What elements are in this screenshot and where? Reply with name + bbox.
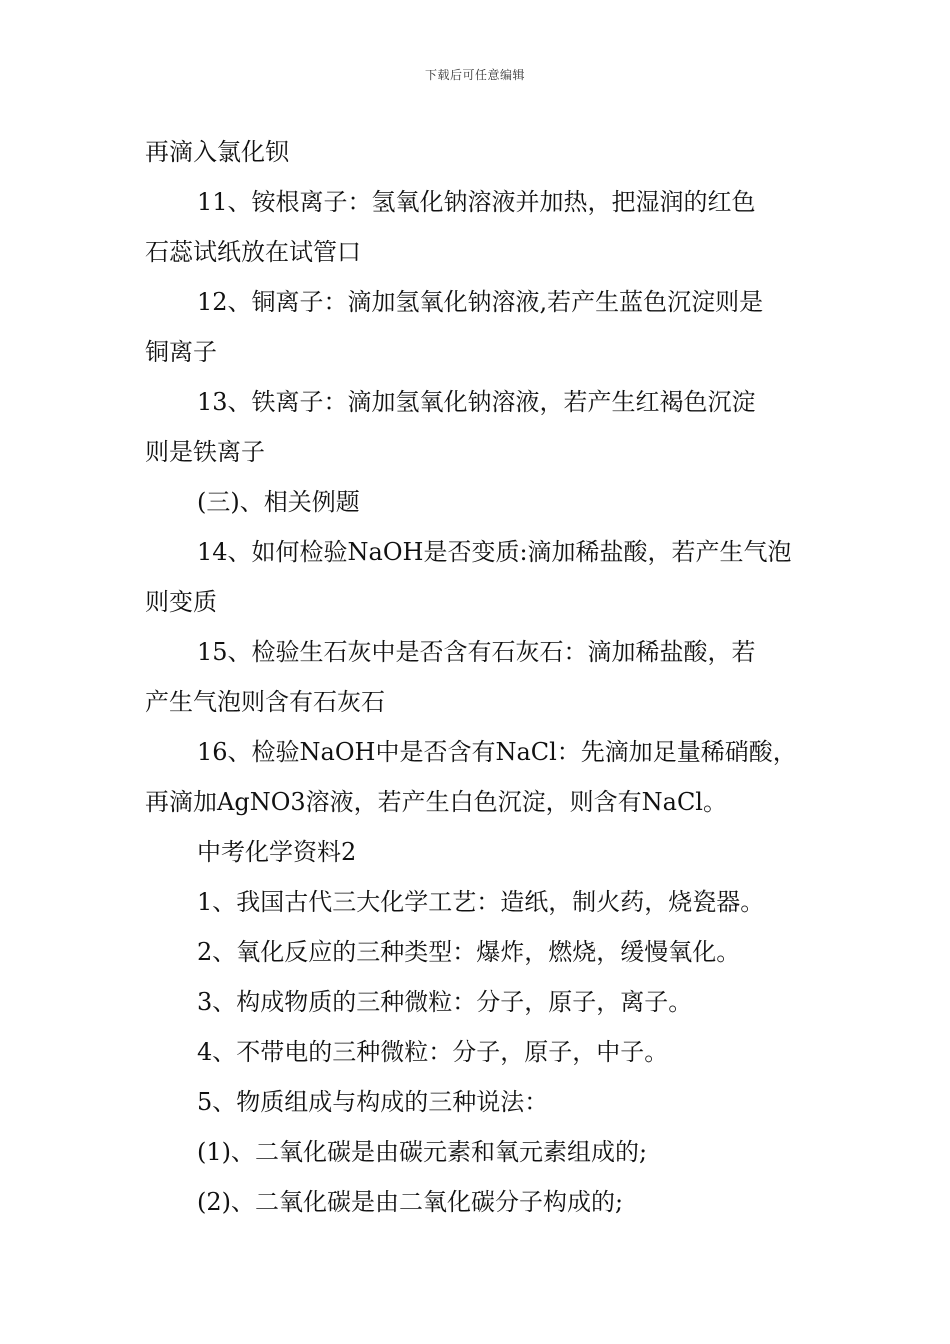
text-line: 则是铁离子 [145,438,265,466]
text-line: 3、构成物质的三种微粒：分子，原子，离子。 [197,988,693,1016]
text-line: (三)、相关例题 [197,488,360,516]
text-line: 11、铵根离子：氢氧化钠溶液并加热，把湿润的红色 [197,188,756,216]
text-line: 石蕊试纸放在试管口 [145,238,361,266]
text-line: 产生气泡则含有石灰石 [145,688,385,716]
text-line: (2)、二氧化碳是由二氧化碳分子构成的; [197,1188,624,1216]
text-line: (1)、二氧化碳是由碳元素和氧元素组成的; [197,1138,648,1166]
text-line: 15、检验生石灰中是否含有石灰石：滴加稀盐酸，若 [197,638,756,666]
text-line: 4、不带电的三种微粒：分子，原子，中子。 [197,1038,669,1066]
text-line: 则变质 [145,588,217,616]
text-line: 16、检验NaOH中是否含有NaCl：先滴加足量稀硝酸， [197,738,797,766]
text-line: 铜离子 [145,338,217,366]
text-line: 13、铁离子：滴加氢氧化钠溶液，若产生红褐色沉淀 [197,388,756,416]
text-line: 1、我国古代三大化学工艺：造纸，制火药，烧瓷器。 [197,888,765,916]
text-line: 5、物质组成与构成的三种说法： [197,1088,549,1116]
text-line: 中考化学资料2 [197,838,357,866]
text-line: 再滴加AgNO3溶液，若产生白色沉淀，则含有NaCl。 [145,788,727,816]
page-header: 下载后可任意编辑 [424,68,525,82]
document-body [145,127,810,1227]
text-line: 2、氧化反应的三种类型：爆炸，燃烧，缓慢氧化。 [197,938,741,966]
text-line: 12、铜离子：滴加氢氧化钠溶液,若产生蓝色沉淀则是 [197,288,764,316]
text-line: 14、如何检验NaOH是否变质:滴加稀盐酸，若产生气泡 [197,538,792,566]
text-line: 再滴入氯化钡 [145,138,289,166]
